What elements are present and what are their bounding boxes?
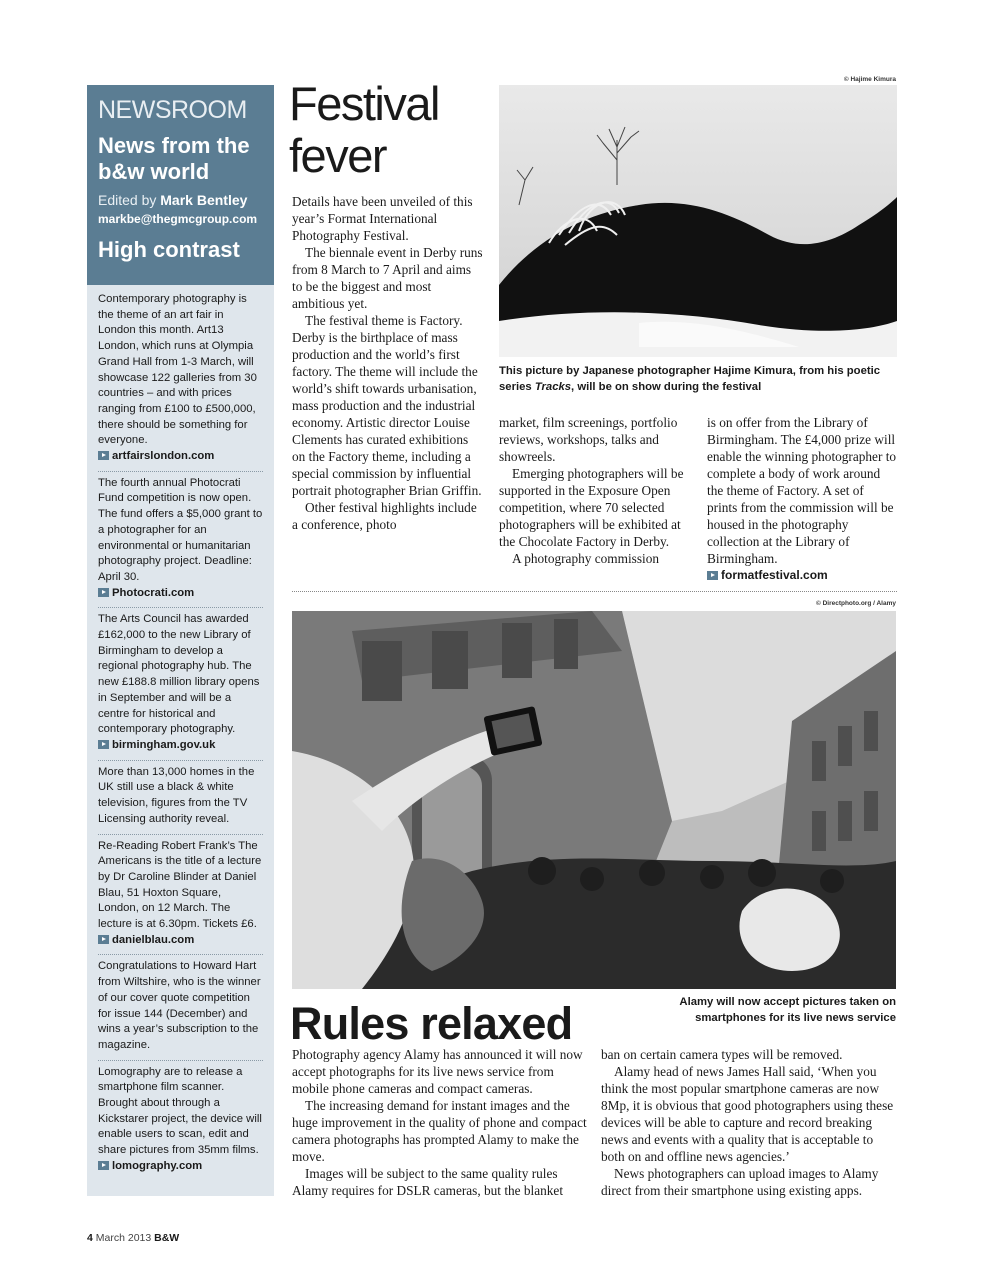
- paragraph: ban on certain camera types will be removed.: [601, 1047, 843, 1062]
- paragraph: Details have been unveiled of this year’s Format International Photography Festival.: [292, 194, 473, 243]
- festival-headline: Festival fever: [289, 77, 439, 182]
- sidebar-title: News from the b&w world: [98, 133, 250, 184]
- news-item-link-text[interactable]: danielblau.com: [112, 933, 195, 946]
- news-item-link-text[interactable]: lomography.com: [112, 1159, 203, 1172]
- sidebar-kicker: NEWSROOM: [98, 96, 247, 124]
- news-item-link-text[interactable]: birmingham.gov.uk: [112, 738, 216, 751]
- caption-text: This picture by Japanese photographer Hajime Kimura, from his poetic series: [499, 365, 881, 393]
- news-item-link[interactable]: [98, 738, 263, 754]
- edited-prefix: Edited by: [98, 192, 161, 208]
- news-item-text: More than 13,000 homes in the UK still use a black & white television, figures from the TV Licensing authority reveal.: [98, 765, 255, 825]
- paragraph: is on offer from the Library of Birmingham. The £4,000 prize will enable the winning photographer to complete a body of work around the theme of Factory. A set of prints from the commission will be housed in the photography collection at the Library of Birmingham.: [707, 415, 897, 566]
- newsroom-sidebar: [87, 85, 274, 1196]
- arrow-icon: [98, 451, 109, 460]
- festival-column-2: [499, 414, 695, 567]
- paragraph: Images will be subject to the same quality rules Alamy requires for DSLR cameras, but the blanket: [292, 1166, 564, 1198]
- news-item: [98, 761, 263, 835]
- editor-name: Mark Bentley: [160, 192, 248, 208]
- street-crowd-image: [292, 611, 896, 989]
- festival-link[interactable]: [707, 567, 897, 584]
- paragraph: Other festival highlights include a conference, photo: [292, 500, 477, 532]
- kimura-tracks-photo: [499, 85, 897, 357]
- paragraph: Photography agency Alamy has announced it will now accept photographs for its live news service from mobile phone cameras and compact cameras.: [292, 1047, 583, 1096]
- sidebar-header: [87, 85, 274, 285]
- news-item-link[interactable]: [98, 933, 263, 949]
- paragraph: The increasing demand for instant images and the huge improvement in the quality of phone and compact camera photographs has prompted Alamy to make the move.: [292, 1098, 587, 1164]
- news-item-text: Contemporary photography is the theme of an art fair in London this month. Art13 London, which runs at Olympia Grand Hall from 1-3 March, will showcase 122 galleries from 30 countries – and with prices ranging from £100 to £500,000, there should be something for everyone.: [98, 293, 257, 447]
- page-number: 4: [87, 1232, 93, 1244]
- arrow-icon: [98, 935, 109, 944]
- rules-photo-caption: Alamy will now accept pictures taken on smartphones for its live news service: [679, 996, 896, 1024]
- news-item: [98, 608, 263, 760]
- magazine-name: B&W: [154, 1232, 180, 1244]
- page-folio: [87, 1232, 179, 1244]
- editor-credit: [98, 191, 263, 209]
- paragraph: The festival theme is Factory. Derby is the birthplace of mass production and the world’s first factory. The theme will include the world’s shift towards urbanisation, mass production and the industrial economy. Artistic director Louise Clements has curated exhibitions on the Factory theme, including a special commission by influential portrait photographer Brian Griffin.: [292, 313, 482, 498]
- news-item-link[interactable]: [98, 449, 263, 465]
- photo-credit: © Hajime Kimura: [843, 76, 896, 83]
- news-item-text: Lomography are to release a smartphone film scanner. Brought about through a Kickstarer project, the device will enable users to scan, edit and share pictures from 35mm films.: [98, 1065, 262, 1157]
- news-item: [98, 472, 263, 609]
- rules-column-2: [601, 1046, 897, 1199]
- news-item-link-text[interactable]: Photocrati.com: [112, 586, 195, 599]
- arrow-icon: [98, 1161, 109, 1170]
- paragraph: market, film screenings, portfolio reviews, workshops, talks and showreels.: [499, 415, 678, 464]
- arrow-icon: [98, 588, 109, 597]
- paragraph: The biennale event in Derby runs from 8 March to 7 April and aims to be the biggest and most ambitious yet.: [292, 245, 483, 311]
- caption-series-title: Tracks: [534, 380, 572, 393]
- paragraph: Emerging photographers will be supported in the Exposure Open competition, where 70 selected photographers will be exhibited at the Chocolate Factory in Derby.: [499, 466, 684, 549]
- editor-email[interactable]: markbe@thegmcgroup.com: [98, 212, 258, 226]
- festival-photo-caption: [499, 364, 899, 395]
- news-item-link[interactable]: [98, 1159, 263, 1175]
- news-item-text: Congratulations to Howard Hart from Wiltshire, who is the winner of our cover quote competition for issue 144 (December) and wins a year’s subscription to the magazine.: [98, 960, 261, 1051]
- news-item-text: The Arts Council has awarded £162,000 to the new Library of Birmingham to develop a regional photography hub. The new £188.8 million library opens in September and will be a centre for historical and contemporary photography.: [98, 613, 260, 736]
- sidebar-news-list: [87, 285, 274, 1181]
- paragraph: A photography commission: [512, 551, 659, 566]
- section-divider: [292, 591, 897, 592]
- paragraph: Alamy head of news James Hall said, ‘When you think the most popular smartphone cameras are now 8Mp, it is obvious that good photographers using these devices will be able to capture and record breaking news and events with a quality that is acceptable to both on and offline news agencies.’: [601, 1064, 894, 1164]
- photo-credit: © Directphoto.org / Alamy: [815, 600, 896, 607]
- festival-column-3: [707, 414, 897, 584]
- smartphone-crowd-photo: [292, 611, 896, 989]
- festival-link-text[interactable]: formatfestival.com: [721, 568, 828, 582]
- rules-headline: Rules relaxed: [290, 998, 573, 1049]
- news-item-link[interactable]: [98, 586, 263, 602]
- news-item: [98, 835, 263, 956]
- news-item: [98, 955, 263, 1060]
- news-item: [98, 288, 263, 472]
- rules-column-1: [292, 1046, 588, 1199]
- arrow-icon: [707, 571, 718, 580]
- festival-column-1: [292, 193, 484, 533]
- issue-date: March 2013: [95, 1232, 152, 1244]
- news-item: [98, 1061, 263, 1181]
- paragraph: News photographers can upload images to Alamy direct from their smartphone using existing apps.: [601, 1166, 879, 1198]
- arrow-icon: [98, 740, 109, 749]
- news-item-text: Re-Reading Robert Frank’s The Americans is the title of a lecture by Dr Caroline Blinder at Daniel Blau, 51 Hoxton Square, London, on 12 March. The lecture is at 6.30pm. Tickets £6.: [98, 839, 262, 931]
- news-item-link-text[interactable]: artfairslondon.com: [112, 450, 215, 463]
- section-title: High contrast: [98, 237, 240, 262]
- news-item-text: The fourth annual Photocrati Fund competition is now open. The fund offers a $5,000 grant to a photographer for an environmental or humanitarian photography project. Deadline: April 30.: [98, 476, 263, 583]
- horse-mane-image: [499, 85, 897, 357]
- caption-text: , will be on show during the festival: [571, 380, 762, 393]
